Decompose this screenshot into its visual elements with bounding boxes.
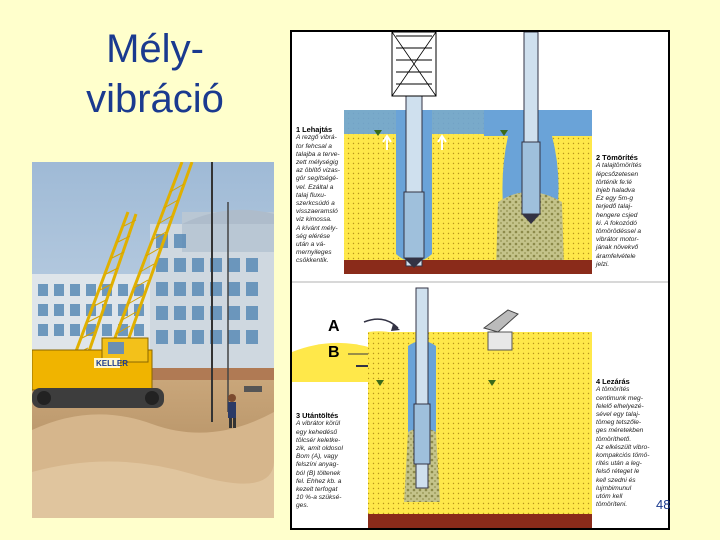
step-3-caption	[296, 404, 366, 511]
step-2-text: A talajtömörítés lépcsőzetesen történik fe:lé lnjeb haladva Ez egy 5m-g terjedő talaj- hengere csjed ki. A fokozódó tömörödéssel a vibrátor motor- jának növekvő áramfelvétele jelzi.	[596, 162, 642, 268]
vibroflotation-diagram	[290, 30, 670, 530]
step-1-text: A rezgő vibrá- tor fehcsal a talajba a terve- zett mélységig az öblítő vizas- gör segítségé- vel. Ezáltal a talaj fluxu- szerkcsúdó a visszaeramsló viz kimossa. A kívánt mély- ség elérése után a vá- mernyileges csökkentik.	[296, 134, 340, 265]
panel-4-closing	[484, 310, 592, 528]
step-3-text: A vibrátor körül egy kehedésű tölcsér keletke- zik, amit oldosol Bom (A), vagy felszíni anyag- ból (B) töltenek fel. Ehhez kb. a kezelt terfogat 10 %-a szüksé- ges.	[296, 420, 343, 510]
step-4-text: A tömörítés centimunk meg- felelő elhelyezé- sével egy talaj- tömeg tetszőle- ges méretekben tömöríthető. Az elkészült vibro- kompakciós tömö- rítés után a leg- felső réteget le kell szedni és lujmbimunul utóm kell tömöríteni.	[596, 386, 650, 509]
step-4-title: 4 Lezárás	[596, 377, 630, 387]
step-3-title: 3 Utántöltés	[296, 411, 339, 421]
panel-2-compaction	[484, 32, 592, 274]
panel-1-lowering	[344, 32, 484, 274]
step-1-title: 1 Lehajtás	[296, 125, 333, 135]
crane-brand-label: KELLER	[96, 359, 128, 368]
label-a: A	[328, 318, 340, 335]
step-2-caption	[596, 146, 666, 269]
label-b: B	[328, 344, 340, 361]
construction-site-photo	[32, 162, 274, 518]
step-2-title: 2 Tömörítés	[596, 153, 638, 163]
step-1-caption	[296, 118, 346, 266]
slide-title: Mély- vibráció	[86, 27, 224, 121]
worker	[228, 394, 236, 428]
page-number: 48	[656, 497, 671, 512]
step-4-caption	[596, 370, 666, 509]
crane-photo-illustration	[32, 162, 274, 518]
